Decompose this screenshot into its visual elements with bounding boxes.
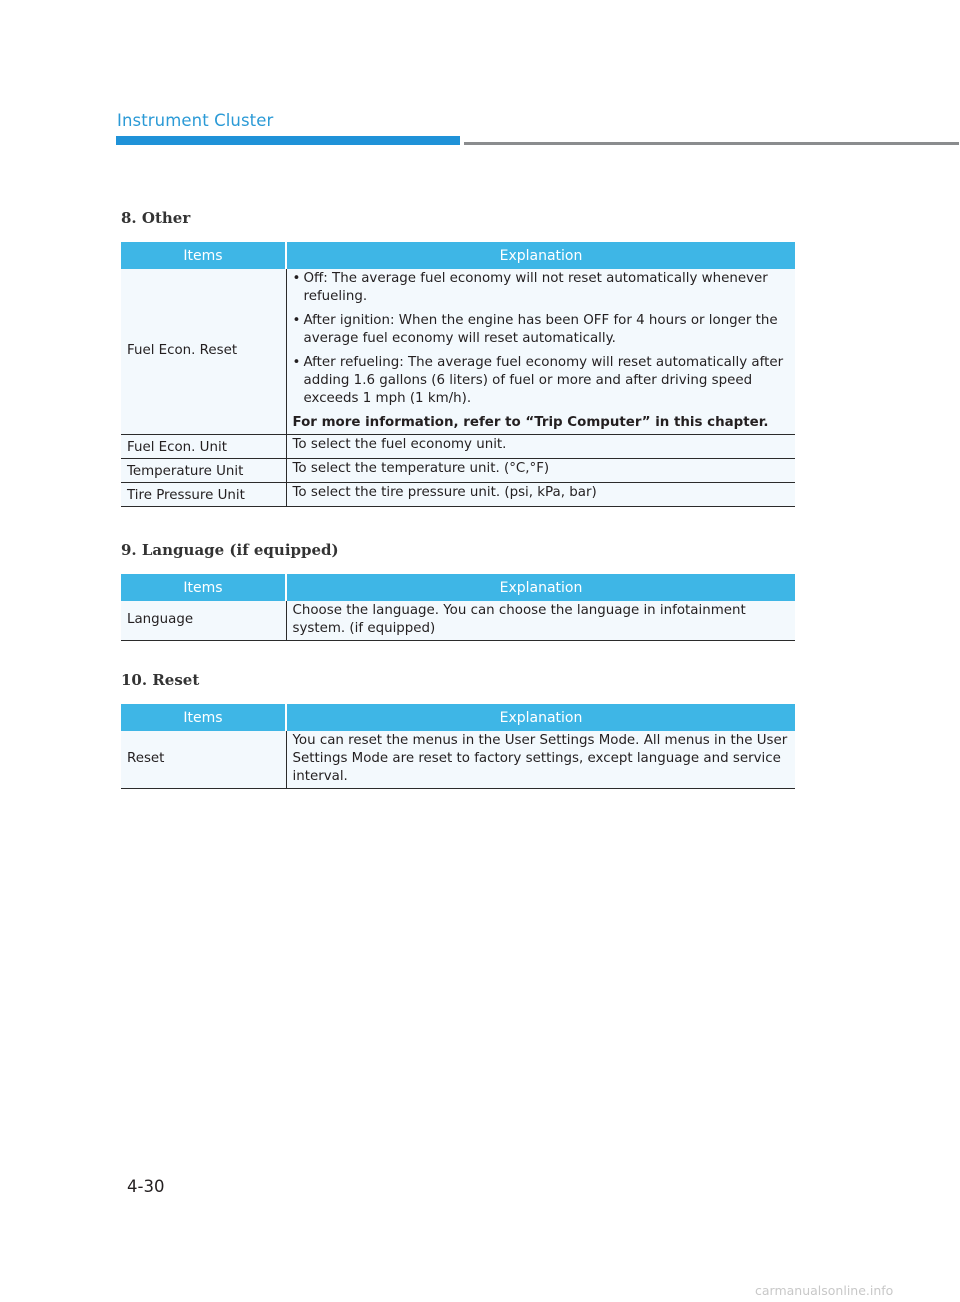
row-explanation: Choose the language. You can choose the language in infotainment system. (if equipped) bbox=[286, 601, 795, 641]
other-settings-table bbox=[121, 242, 795, 507]
explanation-bullets bbox=[293, 270, 790, 408]
column-header-explanation: Explanation bbox=[286, 242, 795, 269]
table-header-row bbox=[121, 704, 795, 731]
bullet-item: • After ignition: When the engine has been OFF for 4 hours or longer the average fuel economy will reset automatically. bbox=[293, 312, 790, 348]
row-item-label: Language bbox=[121, 601, 286, 641]
table-row bbox=[121, 459, 795, 483]
language-table bbox=[121, 574, 795, 641]
table-row bbox=[121, 483, 795, 507]
column-header-items: Items bbox=[121, 242, 286, 269]
row-explanation: You can reset the menus in the User Settings Mode. All menus in the User Settings Mode are reset to factory settings, except language and service interval. bbox=[286, 731, 795, 789]
section-title-reset: 10. Reset bbox=[121, 671, 200, 689]
header-rule bbox=[464, 142, 959, 145]
table-header-row bbox=[121, 242, 795, 269]
reference-note: For more information, refer to “Trip Computer” in this chapter. bbox=[292, 415, 769, 430]
table-row bbox=[121, 601, 795, 641]
column-header-explanation: Explanation bbox=[286, 574, 795, 601]
reset-table bbox=[121, 704, 795, 789]
row-explanation bbox=[286, 269, 795, 435]
header-accent-bar bbox=[116, 136, 460, 145]
row-explanation: To select the temperature unit. (°C,°F) bbox=[286, 459, 795, 483]
column-header-items: Items bbox=[121, 574, 286, 601]
column-header-explanation: Explanation bbox=[286, 704, 795, 731]
row-item-label: Fuel Econ. Reset bbox=[121, 269, 286, 435]
row-item-label: Fuel Econ. Unit bbox=[121, 435, 286, 459]
table-row bbox=[121, 731, 795, 789]
table-row bbox=[121, 435, 795, 459]
section-title-language: 9. Language (if equipped) bbox=[121, 541, 339, 559]
page-number: 4-30 bbox=[127, 1177, 165, 1196]
row-item-label: Reset bbox=[121, 731, 286, 789]
column-header-items: Items bbox=[121, 704, 286, 731]
watermark-text: carmanualsonline.info bbox=[755, 1283, 894, 1298]
section-title-other: 8. Other bbox=[121, 209, 191, 227]
row-item-label: Tire Pressure Unit bbox=[121, 483, 286, 507]
table-row bbox=[121, 269, 795, 435]
row-explanation: To select the fuel economy unit. bbox=[286, 435, 795, 459]
row-item-label: Temperature Unit bbox=[121, 459, 286, 483]
table-header-row bbox=[121, 574, 795, 601]
bullet-item: • After refueling: The average fuel economy will reset automatically after adding 1.6 gallons (6 liters) of fuel or more and after driving speed exceeds 1 mph (1 km/h). bbox=[293, 354, 790, 408]
chapter-title: Instrument Cluster bbox=[117, 111, 274, 130]
row-explanation: To select the tire pressure unit. (psi, kPa, bar) bbox=[286, 483, 795, 507]
bullet-item: • Off: The average fuel economy will not reset automatically whenever refueling. bbox=[293, 270, 790, 306]
